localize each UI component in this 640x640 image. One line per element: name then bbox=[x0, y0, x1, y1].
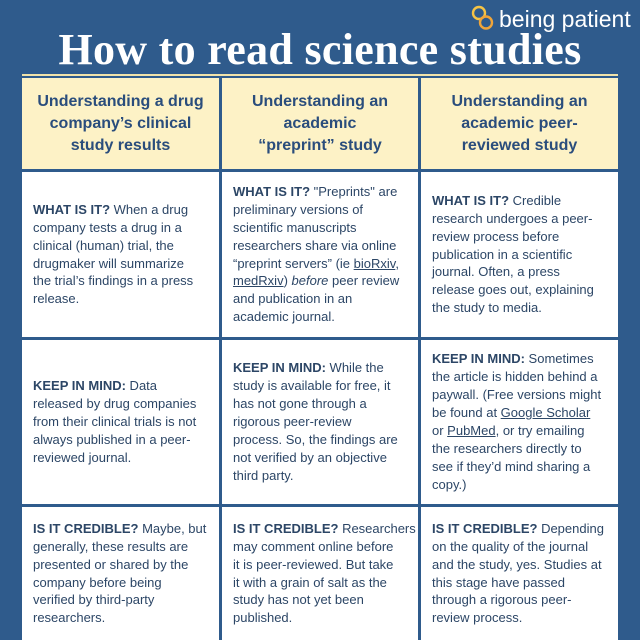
keep-in-mind-label: KEEP IN MIND: bbox=[33, 378, 126, 394]
title-underline bbox=[22, 74, 618, 76]
cell-body-text: Credible research undergoes a peer- review process before publication in a scientific journal. Often, a press release goes out, explaining the study to media. bbox=[432, 192, 594, 316]
cell-text bbox=[33, 201, 193, 308]
is-it-credible-label: IS IT CREDIBLE? bbox=[33, 520, 139, 536]
what-is-it-label: WHAT IS IT? bbox=[432, 192, 510, 208]
pubmed-link[interactable]: PubMed bbox=[447, 423, 496, 438]
cell-body-text: "Preprints" are preliminary versions of scientific manuscripts researchers share via online “preprint servers” (ie bbox=[233, 183, 398, 271]
cell-text bbox=[33, 377, 196, 467]
peer-reviewed-is-it-credible-cell bbox=[421, 507, 618, 640]
drug-company-what-is-it-cell bbox=[22, 172, 219, 337]
cell-text bbox=[233, 359, 398, 484]
cell-body-text: peer review and publication in an academic journal. bbox=[233, 273, 400, 325]
cell-body-text: When a drug company tests a drug in a clinical (human) trial, the drugmaker will summarize the trial’s findings in a press release. bbox=[33, 201, 194, 307]
drug-company-keep-in-mind-cell bbox=[22, 340, 219, 504]
keep-in-mind-label: KEEP IN MIND: bbox=[432, 351, 525, 367]
preprint-what-is-it-cell bbox=[222, 172, 418, 337]
is-it-credible-label: IS IT CREDIBLE? bbox=[432, 520, 538, 536]
is-it-credible-label: IS IT CREDIBLE? bbox=[233, 520, 339, 536]
cell-body-text: ) bbox=[283, 273, 292, 289]
column-header-peer-reviewed bbox=[421, 78, 618, 169]
before-emphasis: before bbox=[291, 273, 329, 289]
page-title: How to read science studies bbox=[58, 25, 582, 74]
column-header-drug-company bbox=[22, 78, 219, 169]
cell-body-text: Data released by drug companies from their clinical trials is not always published in a peer- reviewed journal. bbox=[33, 378, 197, 465]
cell-body-text: Sometimes the article is hidden behind a paywall. (Free versions might be found at bbox=[432, 351, 602, 421]
biorxiv-link[interactable]: bioRxiv bbox=[353, 255, 396, 271]
cell-text bbox=[33, 520, 206, 627]
peer-reviewed-what-is-it-cell bbox=[421, 172, 618, 337]
cell-text bbox=[432, 350, 601, 493]
keep-in-mind-label: KEEP IN MIND: bbox=[233, 360, 326, 376]
peer-reviewed-keep-in-mind-cell bbox=[421, 340, 618, 504]
column-heading-text: Understanding an academic “preprint” study bbox=[251, 92, 388, 154]
cell-text bbox=[432, 192, 594, 317]
column-heading-text: Understanding a drug company’s clinical study results bbox=[37, 92, 204, 154]
cell-body-text: While the study is available for free, it has not gone through a rigorous peer-review process. So, the findings are not verified by an objective third party. bbox=[233, 360, 398, 483]
preprint-is-it-credible-cell bbox=[222, 507, 418, 640]
drug-company-is-it-credible-cell bbox=[22, 507, 219, 640]
cell-body-text: or bbox=[432, 423, 444, 438]
column-header-preprint bbox=[222, 78, 418, 169]
what-is-it-label: WHAT IS IT? bbox=[33, 201, 111, 217]
cell-body-text: Maybe, but generally, these results are presented or shared by the company before being verified by third-party researchers. bbox=[33, 520, 207, 626]
cell-text bbox=[233, 183, 399, 326]
cell-body-text: Depending on the quality of the journal and the study, yes. Studies at this stage have passed through a rigorous peer- review process. bbox=[432, 520, 604, 626]
comparison-table bbox=[22, 78, 618, 640]
medrxiv-link[interactable]: medRxiv bbox=[233, 273, 284, 289]
google-scholar-link[interactable]: Google Scholar bbox=[500, 405, 591, 421]
what-is-it-label: WHAT IS IT? bbox=[233, 183, 311, 199]
cell-body-text: , bbox=[395, 255, 399, 271]
cell-body-text: , or try emailing the researchers directly to see if they’d mind sharing a copy.) bbox=[432, 423, 591, 492]
brand-name: being patient bbox=[499, 6, 631, 32]
column-heading-text: Understanding an academic peer- reviewed study bbox=[451, 92, 588, 154]
cell-text bbox=[233, 520, 416, 627]
preprint-keep-in-mind-cell bbox=[222, 340, 418, 504]
cell-body-text: Researchers may comment online before it is peer-reviewed. But take it with a grain of salt as the study has not yet been published. bbox=[233, 520, 416, 626]
cell-text bbox=[432, 520, 604, 627]
